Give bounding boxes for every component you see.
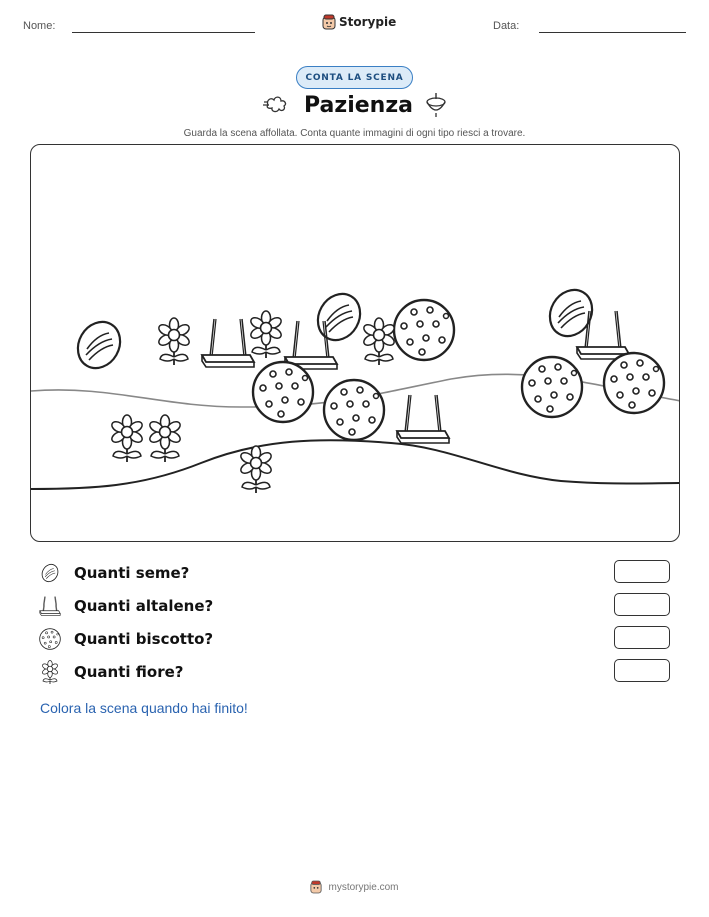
flower-icon [148,415,182,462]
swing-icon [397,395,449,443]
swing-icon [202,319,254,367]
seed-icon [542,282,601,344]
flower-icon [239,446,273,493]
flower-icon [362,318,396,365]
cookie-icon [604,353,664,413]
swing-icon [38,594,62,618]
seed-icon [310,286,369,348]
storypie-mascot-icon [310,880,322,894]
flower-icon [110,415,144,462]
answer-box-swings[interactable] [614,593,670,616]
seed-icon [70,314,129,376]
question-text: Quanti altalene? [74,597,214,615]
question-row [38,592,670,620]
cookie-icon [38,627,62,651]
question-text: Quanti fiore? [74,663,184,681]
date-field-line[interactable] [539,32,686,33]
question-text: Quanti seme? [74,564,190,582]
counting-scene [30,144,680,542]
cookie-icon [324,380,384,440]
scene-drawing [31,145,680,542]
cookie-icon [394,300,454,360]
seed-icon [38,561,62,585]
answer-box-cookies[interactable] [614,626,670,649]
question-row [38,625,670,653]
coloring-note: Colora la scena quando hai finito! [40,700,248,716]
spinning-top-icon [425,92,447,118]
question-row [38,559,670,587]
answer-box-seeds[interactable] [614,560,670,583]
storypie-mascot-icon [322,14,336,30]
flower-icon [38,660,62,684]
name-field-line[interactable] [72,32,255,33]
footer-site[interactable]: mystorypie.com [328,881,399,893]
cookie-icon [522,357,582,417]
cookie-icon [253,362,313,422]
date-label: Data: [493,20,520,32]
question-text: Quanti biscotto? [74,630,214,648]
brand-name: Storypie [339,15,397,29]
brand-logo [322,14,396,30]
question-row [38,658,670,686]
name-label: Nome: [23,20,56,32]
flower-icon [249,311,283,358]
wind-icon [262,94,292,116]
flower-icon [157,318,191,365]
title-row [0,92,709,118]
page-title: Pazienza [304,92,413,118]
answer-box-flowers[interactable] [614,659,670,682]
activity-badge: CONTA LA SCENA [296,66,413,89]
footer [0,880,709,894]
instructions: Guarda la scena affollata. Conta quante immagini di ogni tipo riesci a trovare. [183,128,526,139]
